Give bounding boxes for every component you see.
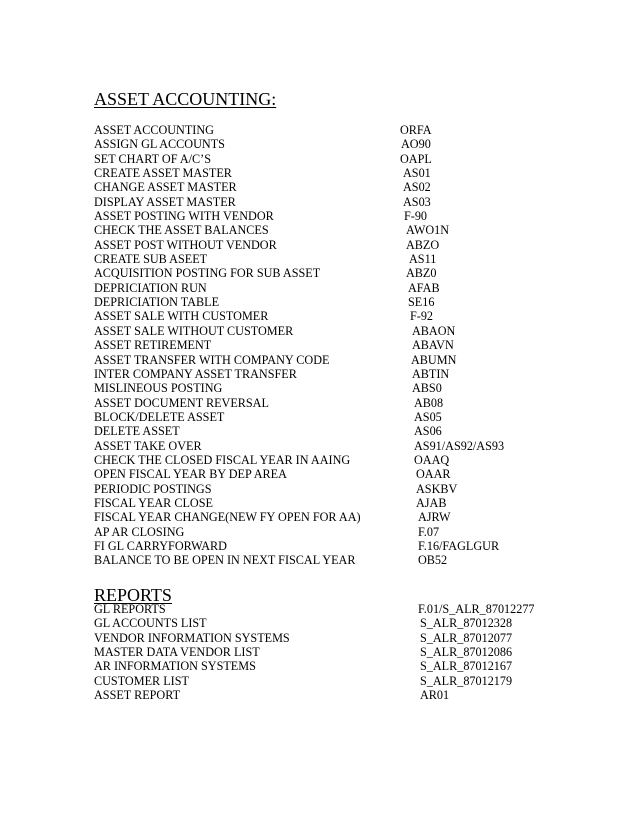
list-item	[0, 525, 638, 539]
item-label: ACQUISITION POSTING FOR SUB ASSET	[94, 266, 321, 281]
item-label: BLOCK/DELETE ASSET	[94, 409, 225, 424]
list-item	[0, 616, 638, 630]
list-item	[0, 324, 638, 338]
item-code: ORFA	[400, 123, 432, 137]
item-label: MISLINEOUS POSTING	[94, 381, 223, 396]
item-code: ASKBV	[416, 481, 458, 496]
item-label: FI GL CARRYFORWARD	[94, 538, 227, 553]
item-code: AFAB	[408, 280, 440, 295]
item-label: CHECK THE ASSET BALANCES	[94, 223, 269, 238]
item-label: DEPRICIATION RUN	[94, 280, 207, 295]
list-item	[0, 367, 638, 381]
item-label: PERIODIC POSTINGS	[94, 481, 212, 496]
list-item	[0, 510, 638, 524]
item-code: F.07	[418, 524, 440, 539]
item-code: AS11	[409, 252, 437, 267]
list-item	[0, 539, 638, 553]
asset-accounting-list	[0, 123, 638, 568]
list-item	[0, 410, 638, 424]
list-item	[0, 166, 638, 180]
list-item	[0, 353, 638, 367]
item-label: INTER COMPANY ASSET TRANSFER	[94, 366, 297, 381]
item-code: ABAON	[412, 323, 456, 338]
item-code: OB52	[418, 553, 448, 568]
item-code: F-92	[410, 309, 434, 324]
item-label: CUSTOMER LIST	[94, 673, 189, 688]
item-code: ABZO	[406, 237, 440, 252]
item-code: ABAVN	[412, 338, 454, 353]
item-code: ABUMN	[411, 352, 457, 367]
list-item	[0, 496, 638, 510]
item-code: ABZ0	[406, 266, 437, 281]
item-code: F-90	[404, 209, 428, 224]
list-item	[0, 195, 638, 209]
item-code: AS01	[403, 166, 431, 181]
item-code: AJAB	[416, 495, 447, 510]
item-label: CREATE ASSET MASTER	[94, 166, 232, 181]
item-label: BALANCE TO BE OPEN IN NEXT FISCAL YEAR	[94, 553, 356, 568]
item-code: S_ALR_87012179	[420, 673, 513, 688]
item-label: ASSET ACCOUNTING	[94, 123, 214, 137]
item-code: AS03	[403, 194, 431, 209]
list-item	[0, 338, 638, 352]
list-item	[0, 674, 638, 688]
list-item	[0, 482, 638, 496]
item-label: SET CHART OF A/C’S	[94, 151, 211, 166]
item-code: S_ALR_87012086	[420, 645, 513, 660]
item-code: AB08	[414, 395, 444, 410]
item-label: ASSET SALE WITHOUT CUSTOMER	[94, 323, 294, 338]
list-item	[0, 152, 638, 166]
item-code: AR01	[420, 688, 450, 703]
item-label: GL REPORTS	[94, 602, 166, 616]
item-label: ASSET RETIREMENT	[94, 338, 212, 353]
list-item	[0, 238, 638, 252]
list-item	[0, 453, 638, 467]
section-heading-asset-accounting: ASSET ACCOUNTING:	[94, 89, 277, 109]
list-item	[0, 137, 638, 151]
item-code: AO90	[401, 137, 431, 152]
item-label: OPEN FISCAL YEAR BY DEP AREA	[94, 467, 287, 482]
item-code: SE16	[408, 295, 435, 310]
list-item	[0, 252, 638, 266]
item-code: AS06	[414, 424, 442, 439]
list-item	[0, 396, 638, 410]
item-label: DELETE ASSET	[94, 424, 180, 439]
list-item	[0, 209, 638, 223]
item-code: F.01/S_ALR_87012277	[418, 602, 535, 616]
item-label: VENDOR INFORMATION SYSTEMS	[94, 630, 290, 645]
list-item	[0, 424, 638, 438]
item-label: ASSET TAKE OVER	[94, 438, 202, 453]
item-label: ASSIGN GL ACCOUNTS	[94, 137, 225, 152]
list-item	[0, 467, 638, 481]
item-code: F.16/FAGLGUR	[418, 538, 500, 553]
list-item	[0, 688, 638, 702]
list-item	[0, 123, 638, 137]
list-item	[0, 180, 638, 194]
item-label: AR INFORMATION SYSTEMS	[94, 659, 256, 674]
item-code: ABS0	[412, 381, 442, 396]
list-item	[0, 381, 638, 395]
list-item	[0, 309, 638, 323]
item-label: ASSET REPORT	[94, 688, 181, 703]
list-item	[0, 602, 638, 616]
item-code: AS05	[414, 409, 442, 424]
item-label: MASTER DATA VENDOR LIST	[94, 645, 260, 660]
item-label: FISCAL YEAR CLOSE	[94, 495, 213, 510]
item-code: OAPL	[400, 151, 432, 166]
reports-list	[0, 602, 638, 702]
item-code: S_ALR_87012328	[420, 616, 513, 631]
item-label: CHANGE ASSET MASTER	[94, 180, 237, 195]
list-item	[0, 631, 638, 645]
item-code: AJRW	[418, 510, 451, 525]
item-code: OAAQ	[414, 452, 450, 467]
list-item	[0, 223, 638, 237]
item-label: ASSET TRANSFER WITH COMPANY CODE	[94, 352, 330, 367]
item-code: AWO1N	[406, 223, 450, 238]
item-label: ASSET SALE WITH CUSTOMER	[94, 309, 269, 324]
list-item	[0, 295, 638, 309]
item-label: ASSET DOCUMENT REVERSAL	[94, 395, 269, 410]
item-code: S_ALR_87012167	[420, 659, 513, 674]
list-item	[0, 281, 638, 295]
list-item	[0, 266, 638, 280]
list-item	[0, 553, 638, 567]
item-label: FISCAL YEAR CHANGE(NEW FY OPEN FOR AA)	[94, 510, 361, 525]
section-heading-reports: REPORTS	[94, 585, 172, 605]
item-label: CHECK THE CLOSED FISCAL YEAR IN AAING	[94, 452, 351, 467]
item-label: AP AR CLOSING	[94, 524, 185, 539]
item-label: DEPRICIATION TABLE	[94, 295, 220, 310]
item-code: AS91/AS92/AS93	[414, 438, 505, 453]
list-item	[0, 439, 638, 453]
item-label: ASSET POST WITHOUT VENDOR	[94, 237, 277, 252]
item-code: AS02	[403, 180, 431, 195]
item-code: ABTIN	[412, 366, 450, 381]
item-label: ASSET POSTING WITH VENDOR	[94, 209, 274, 224]
item-label: DISPLAY ASSET MASTER	[94, 194, 236, 209]
item-label: GL ACCOUNTS LIST	[94, 616, 207, 631]
list-item	[0, 645, 638, 659]
list-item	[0, 659, 638, 673]
item-label: CREATE SUB ASEET	[94, 252, 208, 267]
item-code: OAAR	[416, 467, 451, 482]
item-code: S_ALR_87012077	[420, 630, 513, 645]
